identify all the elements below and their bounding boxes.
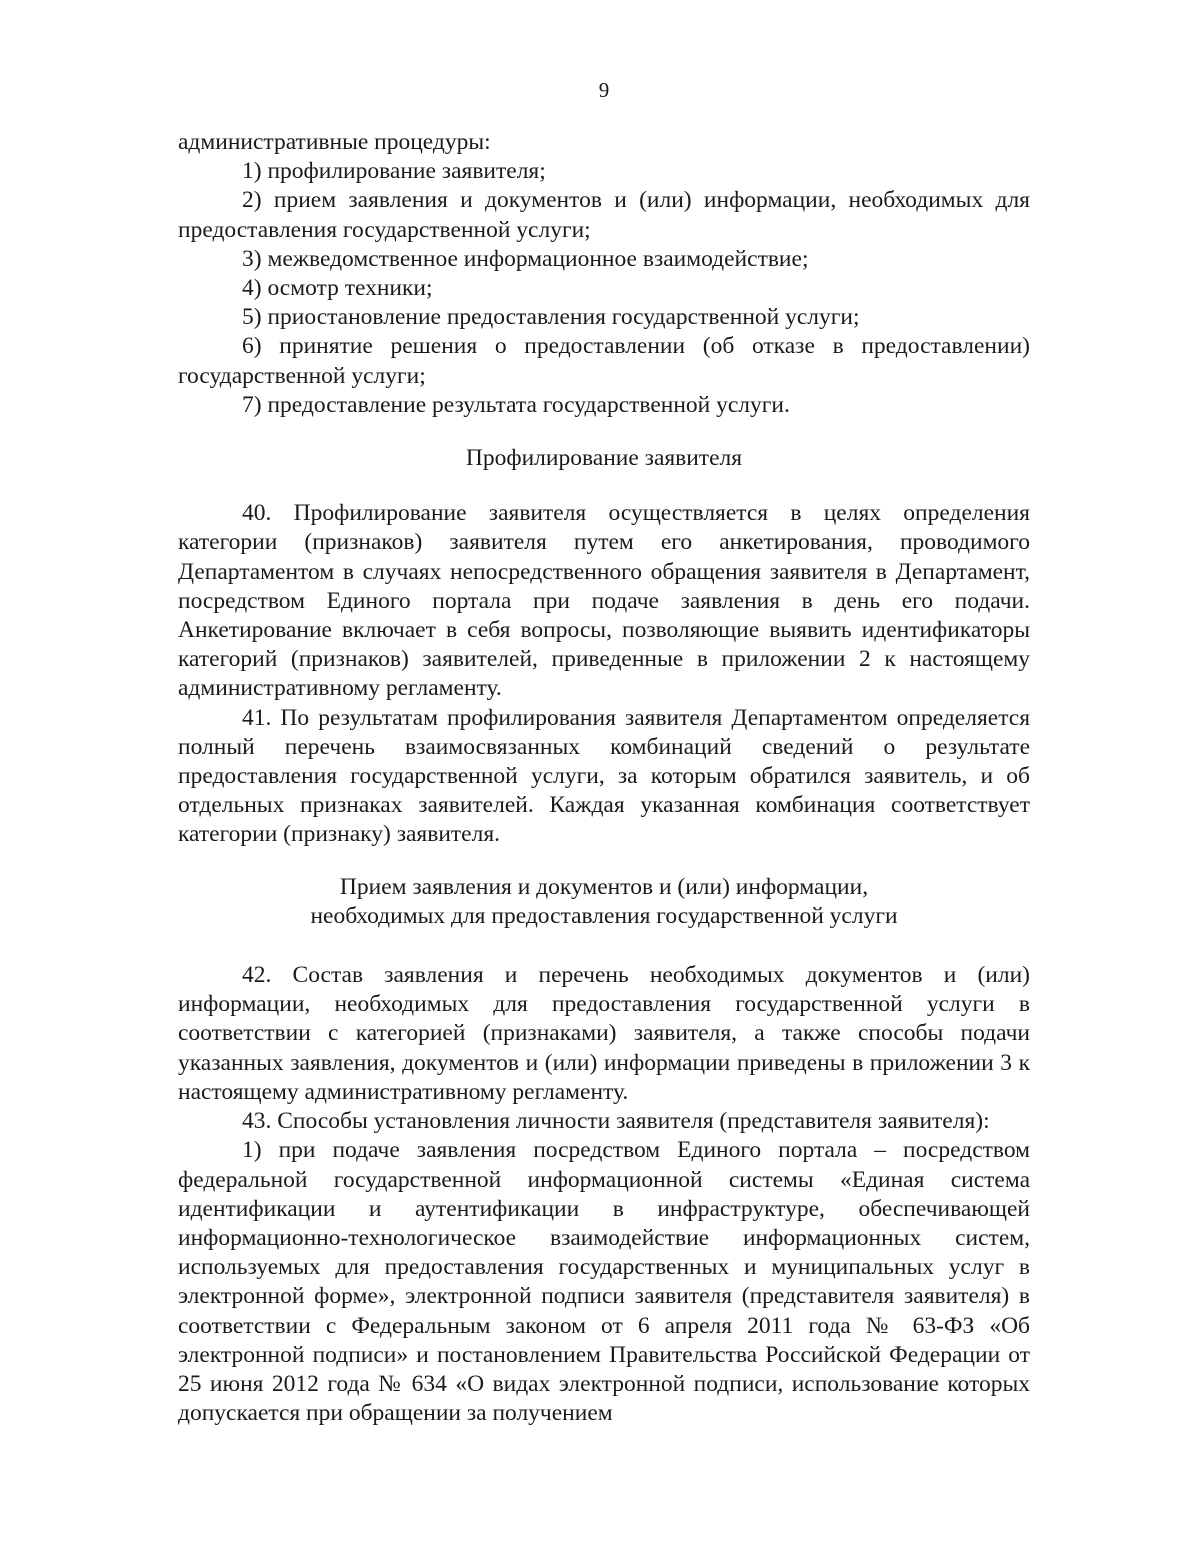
paragraph-41: 41. По результатам профилирования заявителя Департаментом определяется полный перечень взаимосвязанных комбинаций сведений о результате предоставления государственной услуги, за которым обратился заявитель, и об отдельных признаках заявителей. Каждая указанная комбинация соответствует категории (признаку) заявителя. [178, 704, 1030, 848]
section-heading-profiling: Профилирование заявителя [465, 445, 743, 472]
section-heading-reception-line-2: необходимых для предоставления государственной услуги [310, 902, 898, 929]
paragraph-43-item-1: 1) при подаче заявления посредством Единого портала – посредством федеральной государственной информационной системы «Единая система идентификации и аутентификации в инфраструктуре, обеспечивающей информационно-технологическое взаимодействие информационных систем, используемых для предоставления государственных и муниципальных услуг в электронной форме», электронной подписи заявителя (представителя заявителя) в соответствии с Федеральным законом от 6 апреля 2011 года № 63-ФЗ «Об электронной подписи» и постановлением Правительства Российской Федерации от 25 июня 2012 года № 634 «О видах электронной подписи, использование которых допускается при обращении за получением [178, 1137, 1030, 1427]
procedure-item-7: 7) предоставление результата государственной услуги. [242, 391, 790, 418]
paragraph-40: 40. Профилирование заявителя осуществляется в целях определения категории (признаков) заявителя путем его анкетирования, проводимого Департаментом в случаях непосредственного обращения заявителя в Департамент, посредством Единого портала при подаче заявления в день его подачи. Анкетирование включает в себя вопросы, позволяющие выявить идентификаторы категорий (признаков) заявителей, приведенные в приложении 2 к настоящему административному регламенту. [178, 500, 1030, 702]
section-heading-reception-line-1: Прием заявления и документов и (или) информации, [339, 873, 869, 900]
paragraph-42: 42. Состав заявления и перечень необходимых документов и (или) информации, необходимых для предоставления государственной услуги в соответствии с категорией (признаками) заявителя, а также способы подачи указанных заявления, документов и (или) информации приведены в приложении 3 к настоящему административному регламенту. [178, 962, 1030, 1105]
intro-lead: административные процедуры: [178, 129, 491, 155]
procedure-item-2: 2) прием заявления и документов и (или) информации, необходимых для предоставления государственной услуги; [178, 187, 1030, 243]
procedure-item-5: 5) приостановление предоставления государственной услуги; [242, 304, 860, 331]
paragraph-43: 43. Способы установления личности заявителя (представителя заявителя): [242, 1108, 990, 1135]
procedure-item-1: 1) профилирование заявителя; [242, 158, 546, 185]
document-page [178, 78, 1030, 1428]
section-heading-reception [178, 873, 1030, 931]
page-number: 9 [598, 78, 610, 102]
procedure-item-6: 6) принятие решения о предоставлении (об отказе в предоставлении) государственной услуги; [178, 333, 1030, 389]
procedure-item-3: 3) межведомственное информационное взаимодействие; [242, 245, 809, 272]
procedure-item-4: 4) осмотр техники; [242, 275, 433, 302]
